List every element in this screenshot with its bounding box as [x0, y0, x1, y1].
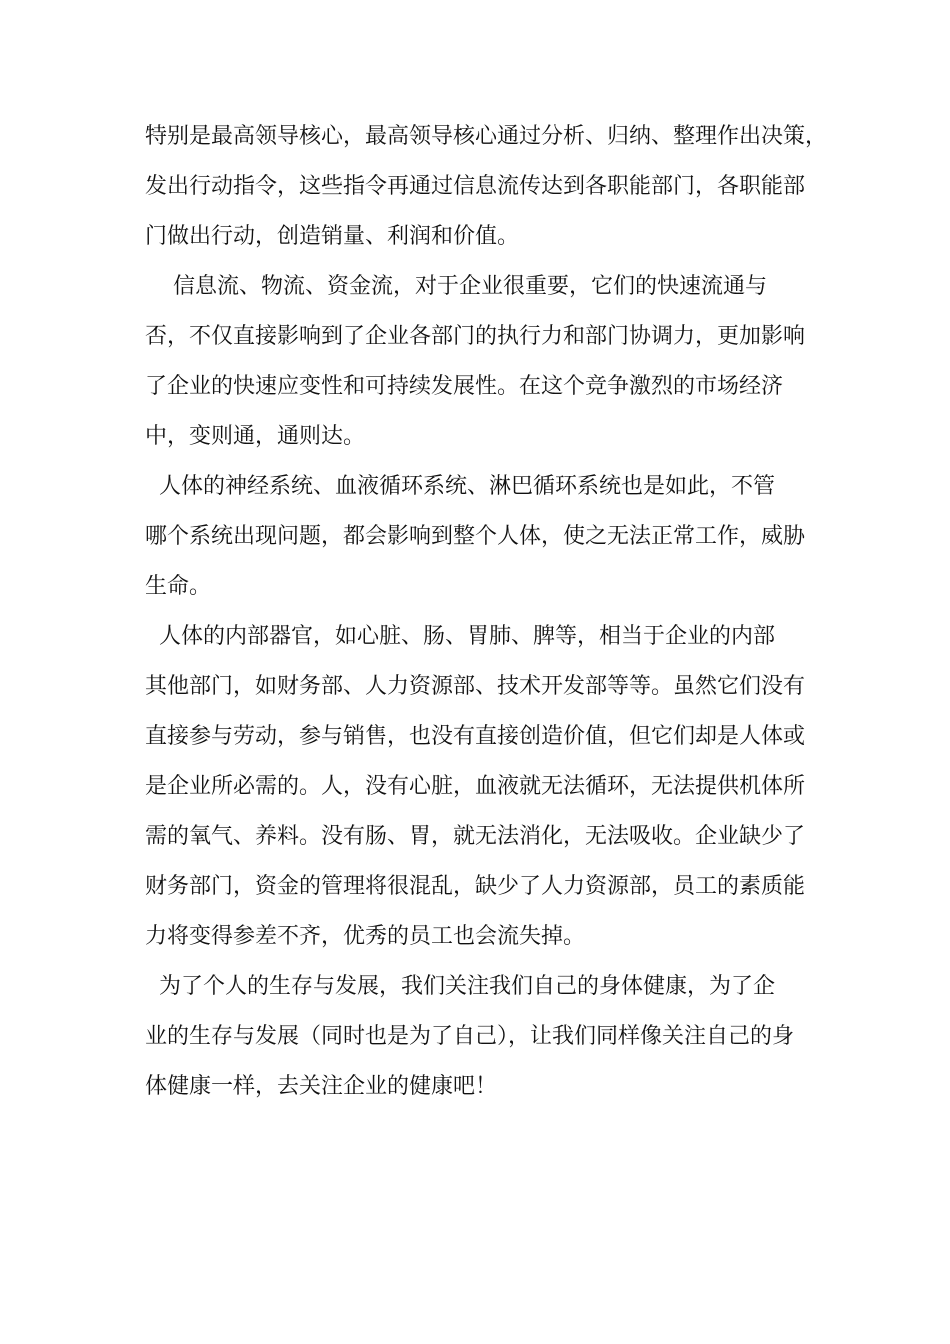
text-line: 其他部门，如财务部、人力资源部、技术开发部等等。虽然它们没有 — [145, 674, 806, 699]
text-line: 体健康一样，去关注企业的健康吧！ — [145, 1074, 498, 1099]
text-line: 发出行动指令，这些指令再通过信息流传达到各职能部门，各职能部 — [145, 174, 806, 199]
text-line: 信息流、物流、资金流，对于企业很重要，它们的快速流通与 — [145, 274, 767, 299]
text-line: 人体的神经系统、血液循环系统、淋巴循环系统也是如此，不管 — [145, 474, 775, 499]
text-line: 特别是最高领导核心，最高领导核心通过分析、归纳、整理作出决策， — [145, 124, 828, 149]
text-line: 业的生存与发展（同时也是为了自己），让我们同样像关注自己的身 — [145, 1024, 795, 1049]
text-line: 中，变则通，通则达。 — [145, 424, 366, 449]
text-line: 了企业的快速应变性和可持续发展性。在这个竞争激烈的市场经济 — [145, 374, 784, 399]
text-line: 是企业所必需的。人，没有心脏，血液就无法循环，无法提供机体所 — [145, 774, 806, 799]
text-line: 人体的内部器官，如心脏、肠、胃肺、脾等，相当于企业的内部 — [145, 624, 775, 649]
text-line: 为了个人的生存与发展，我们关注我们自己的身体健康，为了企 — [145, 974, 775, 999]
paragraph — [145, 962, 815, 1112]
paragraph — [145, 612, 815, 962]
body-text — [145, 112, 828, 1112]
text-line: 直接参与劳动，参与销售，也没有直接创造价值，但它们却是人体或 — [145, 724, 806, 749]
text-line: 财务部门，资金的管理将很混乱，缺少了人力资源部，员工的素质能 — [145, 874, 806, 899]
text-line: 哪个系统出现问题，都会影响到整个人体，使之无法正常工作，威胁 — [145, 524, 806, 549]
text-line: 否，不仅直接影响到了企业各部门的执行力和部门协调力，更加影响 — [145, 324, 806, 349]
paragraph — [145, 462, 815, 612]
paragraph — [145, 262, 815, 462]
text-line: 需的氧气、养料。没有肠、胃，就无法消化，无法吸收。企业缺少了 — [145, 824, 806, 849]
paragraph — [145, 112, 828, 262]
text-line: 力将变得参差不齐，优秀的员工也会流失掉。 — [145, 924, 586, 949]
text-line: 门做出行动，创造销量、利润和价值。 — [145, 224, 520, 249]
text-line: 生命。 — [145, 574, 212, 599]
